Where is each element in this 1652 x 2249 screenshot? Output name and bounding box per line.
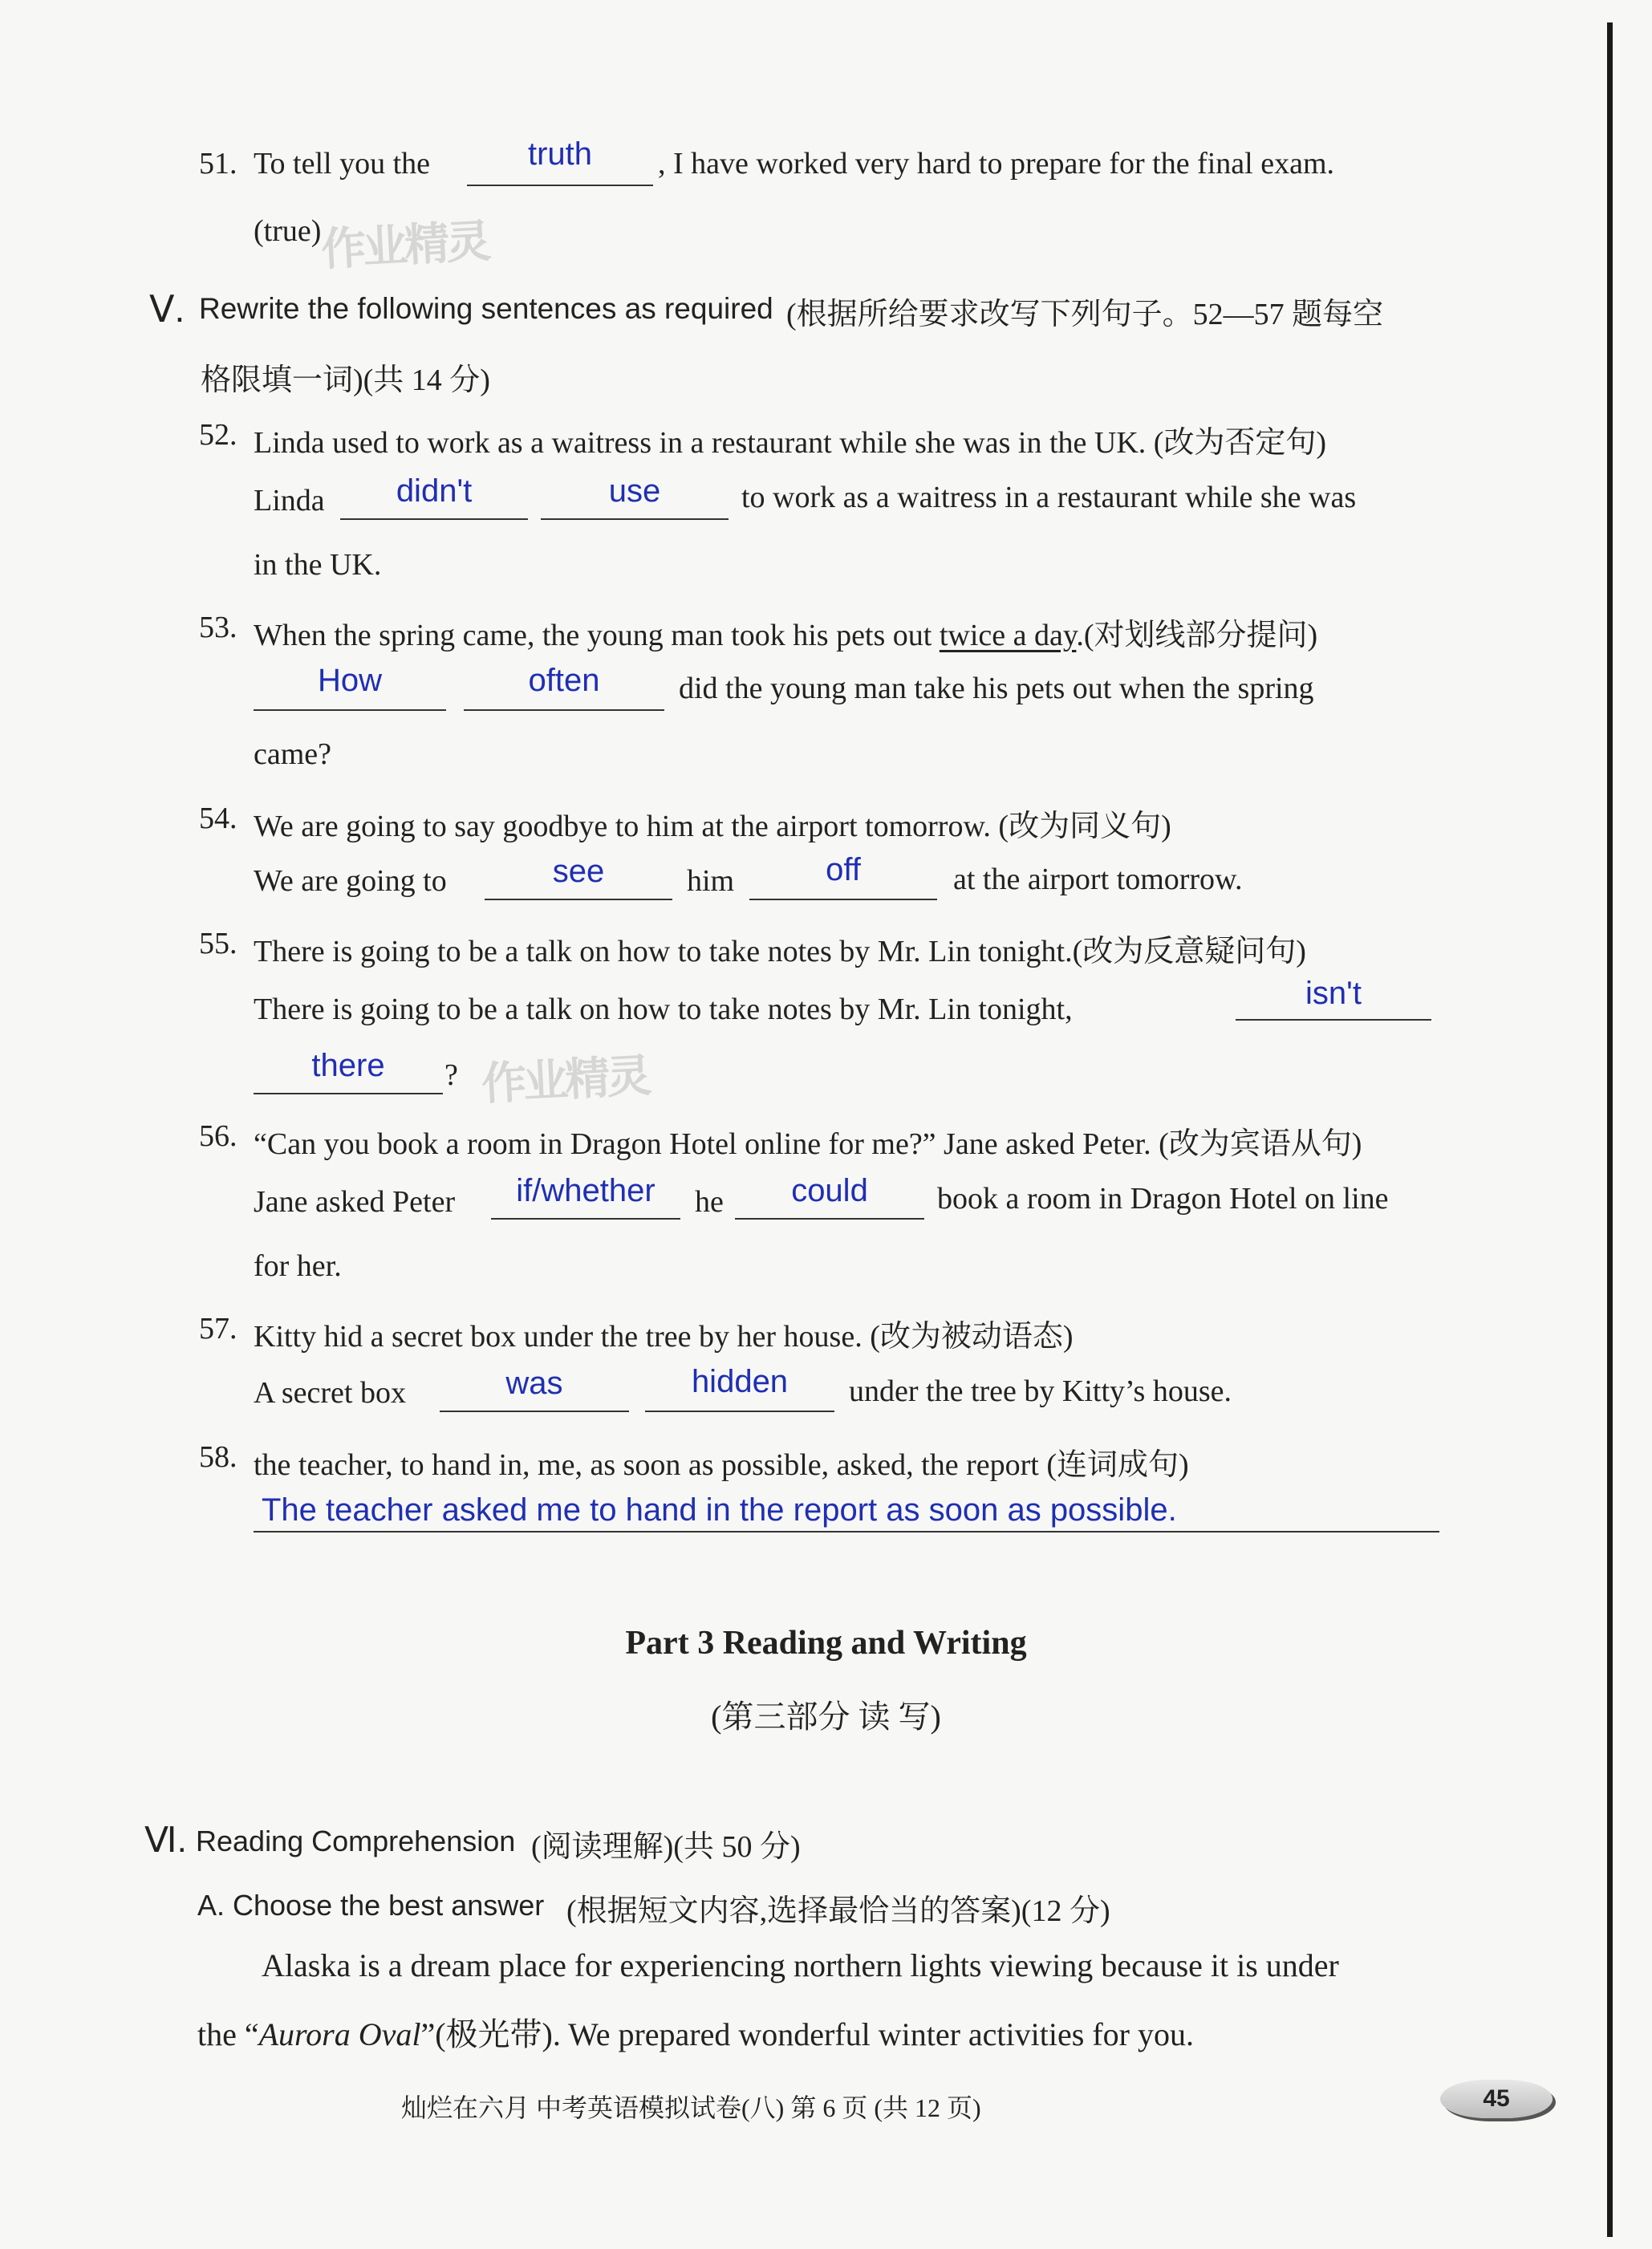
page-number-badge: 45 <box>1440 2080 1553 2118</box>
passage-line-2-after: ”(极光带). We prepared wonderful winter activities for you. <box>420 2016 1194 2052</box>
q53-prompt <box>254 610 1317 654</box>
q52-lead: Linda <box>254 484 325 518</box>
q54-mid: him <box>687 864 735 898</box>
q51-hint: (true) <box>254 214 322 248</box>
section5-numeral: Ⅴ. <box>149 288 185 330</box>
q52-number: 52. <box>199 418 237 452</box>
q56-tail: book a room in Dragon Hotel on line <box>937 1182 1389 1216</box>
q52-prompt: Linda used to work as a waitress in a restaurant while she was in the UK. (改为否定句) <box>254 426 1327 460</box>
q54-number: 54. <box>199 802 237 835</box>
q55-lead: There is going to be a talk on how to take notes by Mr. Lin tonight, <box>254 993 1073 1026</box>
section6-a-label: A. Choose the best answer <box>197 1889 545 1922</box>
q56-blank-1[interactable] <box>491 1218 680 1220</box>
q55-prompt: There is going to be a talk on how to take notes by Mr. Lin tonight.(改为反意疑问句) <box>254 935 1306 968</box>
q53-prompt-before: When the spring came, the young man took his pets out <box>254 619 932 652</box>
passage-line-2 <box>197 2009 1194 2055</box>
q56-answer-2: could <box>791 1173 868 1208</box>
q55-question-mark: ? <box>444 1058 458 1092</box>
q56-lead: Jane asked Peter <box>254 1185 456 1219</box>
q57-tail: under the tree by Kitty’s house. <box>849 1374 1232 1408</box>
q55-blank-1[interactable] <box>1236 1019 1431 1021</box>
section6-a-instr: (根据短文内容,选择最恰当的答案)(12 分) <box>566 1894 1110 1928</box>
q53-continuation: came? <box>254 737 332 771</box>
q57-number: 57. <box>199 1312 237 1346</box>
q55-number: 55. <box>199 927 237 960</box>
q54-answer-2: off <box>826 852 861 887</box>
watermark-2: 作业精灵 <box>480 1049 650 1111</box>
part3-title: Part 3 Reading and Writing <box>625 1625 1027 1662</box>
q55-blank-2[interactable] <box>254 1093 443 1094</box>
passage-line-2-before: the “ <box>197 2016 259 2052</box>
q57-blank-2[interactable] <box>645 1411 834 1412</box>
q52-answer-1: didn't <box>396 473 473 509</box>
footer-text: 灿烂在六月 中考英语模拟试卷(八) 第 6 页 (共 12 页) <box>401 2093 981 2122</box>
q53-prompt-after: .(对划线部分提问) <box>1076 619 1318 652</box>
q53-prompt-underlined: twice a day <box>939 619 1077 652</box>
q54-lead: We are going to <box>254 864 447 898</box>
q56-blank-2[interactable] <box>735 1218 924 1220</box>
q54-blank-1[interactable] <box>485 899 672 900</box>
q53-blank-1[interactable] <box>254 709 446 711</box>
section6-title: Reading Comprehension <box>196 1825 516 1857</box>
part3-subtitle: (第三部分 读 写) <box>711 1699 941 1735</box>
q57-blank-1[interactable] <box>440 1411 629 1412</box>
q52-blank-2[interactable] <box>541 518 729 520</box>
q56-number: 56. <box>199 1119 237 1153</box>
q58-answer: The teacher asked me to hand in the report as soon as possible. <box>262 1492 1177 1528</box>
page-edge-bar <box>1607 22 1613 2237</box>
q52-answer-2: use <box>608 473 661 509</box>
q56-continuation: for her. <box>254 1249 342 1283</box>
q57-answer-1: was <box>505 1366 563 1401</box>
q53-blank-2[interactable] <box>464 709 664 711</box>
section5-title: Rewrite the following sentences as required <box>199 292 773 325</box>
watermark-1: 作业精灵 <box>319 215 489 277</box>
q51-number: 51. <box>199 147 237 181</box>
q54-blank-2[interactable] <box>749 899 937 900</box>
q57-lead: A secret box <box>254 1376 406 1410</box>
section6-instr: (阅读理解)(共 50 分) <box>531 1830 801 1864</box>
q58-answer-line[interactable] <box>254 1531 1439 1532</box>
section6-numeral: Ⅵ. <box>144 1821 187 1860</box>
q53-tail: did the young man take his pets out when the spring <box>679 672 1314 705</box>
q58-number: 58. <box>199 1440 237 1474</box>
q58-prompt: the teacher, to hand in, me, as soon as possible, asked, the report (连词成句) <box>254 1448 1189 1482</box>
q51-text-before: To tell you the <box>254 147 431 181</box>
q53-answer-2: often <box>528 663 600 698</box>
q53-number: 53. <box>199 611 237 644</box>
q56-mid: he <box>695 1185 724 1219</box>
passage-line-1: Alaska is a dream place for experiencing northern lights viewing because it is under <box>262 1947 1339 1983</box>
section5-instr-2: 格限填一词)(共 14 分) <box>201 363 490 397</box>
q54-answer-1: see <box>552 854 605 889</box>
q51-answer: truth <box>527 136 593 172</box>
q56-prompt: “Can you book a room in Dragon Hotel online for me?” Jane asked Peter. (改为宾语从句) <box>254 1127 1362 1161</box>
q51-blank[interactable] <box>467 185 653 186</box>
q52-continuation: in the UK. <box>254 548 382 582</box>
q52-blank-1[interactable] <box>340 518 528 520</box>
q54-tail: at the airport tomorrow. <box>953 863 1243 896</box>
passage-aurora-oval: Aurora Oval <box>258 2016 421 2052</box>
q53-answer-1: How <box>317 663 383 698</box>
q52-tail: to work as a waitress in a restaurant while she was <box>741 481 1357 514</box>
q57-prompt: Kitty hid a secret box under the tree by her house. (改为被动语态) <box>254 1320 1074 1354</box>
q55-answer-2: there <box>311 1048 385 1083</box>
q57-answer-2: hidden <box>691 1364 789 1399</box>
q56-answer-1: if/whether <box>516 1173 656 1208</box>
q55-answer-1: isn't <box>1305 976 1362 1011</box>
section5-instr-1: (根据所给要求改写下列句子。52—57 题每空 <box>786 298 1384 331</box>
q54-prompt: We are going to say goodbye to him at the airport tomorrow. (改为同义句) <box>254 810 1171 843</box>
q51-text-after: , I have worked very hard to prepare for the final exam. <box>658 147 1335 181</box>
